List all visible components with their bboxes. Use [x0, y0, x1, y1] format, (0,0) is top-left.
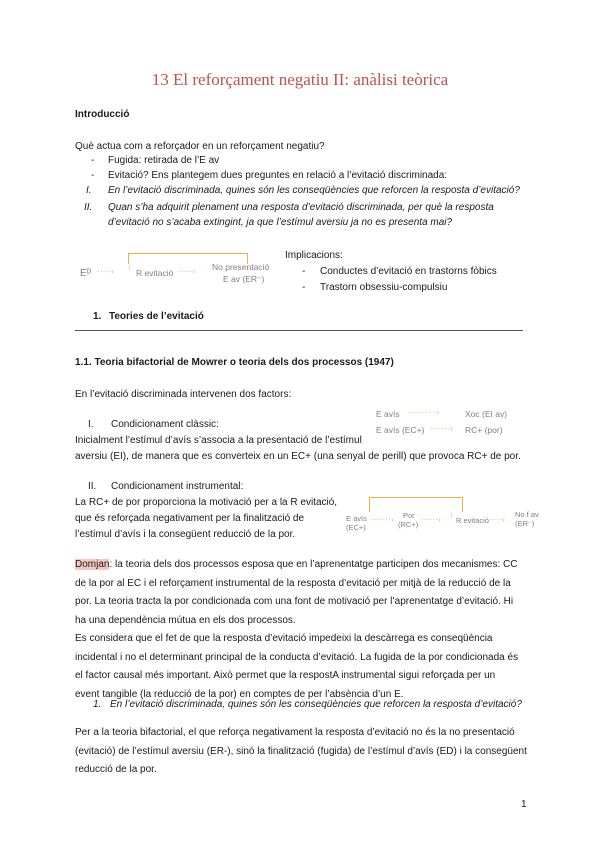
arrow-icon: ··········›	[408, 407, 440, 417]
factor-text: l’estímul d’avís i la consegüent reducció de la por.	[75, 529, 296, 540]
question-one: En l’evitació discriminada, quines són les conseqüències que reforcen la resposta d’evitació?	[108, 185, 520, 196]
factor-text: Inicialment l’estímul d’avís s’associa a la presentació de l’estímul	[75, 435, 362, 446]
factor-text: aversiu (EI), de manera que es converteix en un EC+ (una senyal de perill) que provoca RC+ de por.	[75, 451, 521, 462]
question-two-line: d’evitació no s’acaba extingint, ja que l’estímul aversiu ja no es presenta mai?	[108, 217, 453, 228]
diagram-r-evitacio: R evitació	[456, 516, 489, 525]
diagram-rc: RC+ (por)	[465, 425, 503, 435]
question-repeat: En l’evitació discriminada, quines són les conseqüències que reforcen la resposta d’evitació?	[110, 699, 522, 710]
arrow-icon: ······›	[421, 514, 441, 524]
page-number: 1	[521, 799, 527, 810]
paragraph-line: el factor causal més important. Això permet que la respostA instrumental sigui reforçada per un	[75, 670, 496, 681]
paragraph-line: incidental i no el determinant principal de la conducta d’evitació. La fugida de la por condicionada és	[75, 651, 519, 663]
diagram-xoc: Xoc (EI av)	[465, 409, 508, 419]
paragraph-line: reducció de la por.	[75, 764, 157, 775]
arrow-icon: ·······›	[430, 423, 453, 433]
subsection-heading: 1.1. Teoria bifactorial de Mowrer o teoria dels dos processos (1947)	[75, 357, 394, 368]
up-arrow-icon: ↑	[449, 510, 454, 520]
divider	[75, 330, 523, 331]
subsection-intro: En l’evitació discriminada intervenen dos factors:	[75, 389, 292, 400]
bullet-dash: -	[302, 266, 306, 277]
factor-text: que és reforçada negativament per la finalització de	[75, 513, 305, 524]
factor-number: II.	[88, 481, 97, 492]
diagram-eavis: E avís	[376, 409, 400, 419]
diagram-no-fav-sub: (ER⁻)	[515, 519, 535, 528]
factor-number: I.	[88, 419, 94, 430]
paragraph-line: de la por al EC i el reforçament instrumental de la resposta d’evitació per mitjà de la reducció de la	[75, 577, 511, 589]
final-paragraph	[75, 724, 535, 780]
bullet-dash: -	[91, 170, 95, 181]
paragraph-line: por. La teoria tracta la por condicionada com una font de motivació per l’aprenentatge d’evitació. Hi	[75, 596, 514, 607]
paragraph-line: ha una dependència mútua en els dos processos.	[75, 614, 296, 626]
factor-text: La RC+ de por proporciona la motivació per a la R evitació,	[75, 497, 338, 508]
bullet-evitacio: Evitació? Ens plantegem dues preguntes en relació a l’evitació discriminada:	[108, 170, 448, 181]
section-number: 1.	[93, 311, 102, 322]
diagram-eav: E av (ER⁻)	[223, 274, 265, 284]
diagram-eavis: E avís	[346, 514, 367, 523]
diagram-r-evitacio: R evitació	[136, 268, 174, 278]
diagram-eavis-ec: E avís (EC+)	[376, 425, 425, 435]
page-title: 13 El reforçament negatiu II: anàlisi teòrica	[151, 70, 449, 89]
section-heading: Teories de l’evitació	[109, 311, 204, 322]
diagram-no-fav: No f av	[515, 510, 539, 519]
paragraph-line: : la teoria dels dos processos esposa que en l’aprenentatge participen dos mecanismes: CC	[109, 559, 518, 570]
diagram-ed: Eᴰ	[80, 268, 92, 279]
diagram-por: Por	[403, 511, 415, 520]
paragraph-line: event tangible (la reducció de la por) en comptes de per l’absència d’un E.	[75, 688, 404, 700]
paragraph-line: Per a la teoria bifactorial, el que reforça negativament la resposta d’evitació no és la no presentació	[75, 727, 515, 738]
factor-label: Condicionament instrumental:	[111, 481, 244, 492]
arrow-icon: ·····›	[488, 514, 505, 524]
paragraph-line: (evitació) de l’estímul aversiu (ER-), sinó la finalització (fugida) de l’estímul d’avís (ED) i la consegüent	[75, 745, 527, 757]
arrow-icon: ·······›	[371, 514, 394, 524]
domjan-paragraph	[75, 556, 535, 704]
up-arrow-icon: ↑	[127, 262, 132, 272]
bullet-fugida: Fugida: retirada de l’E av	[108, 155, 220, 166]
implication-item: Trastorn obsessiu-compulsiu	[320, 282, 448, 293]
factor-label: Condicionament clàssic:	[111, 419, 219, 430]
implications-heading: Implicacions:	[285, 250, 343, 261]
bullet-dash: -	[302, 282, 306, 293]
question-number: II.	[84, 202, 93, 213]
question-two-line: Quan s’ha adquirit plenament una resposta d’evitació discriminada, per què la resposta	[108, 202, 494, 213]
domjan-name: Domjan	[75, 559, 110, 570]
diagram-eavis-sub: (EC+)	[346, 523, 366, 532]
diagram-no-presentacio: No presentació	[212, 262, 270, 272]
question-number: 1.	[93, 699, 102, 710]
intro-question: Què actua com a reforçador en un reforçament negatiu?	[75, 141, 325, 152]
bullet-dash: -	[91, 155, 95, 166]
arrow-icon: ·····›	[178, 266, 195, 276]
diagram-por-sub: (RC+)	[398, 520, 419, 529]
arrow-icon: ·····›	[97, 266, 114, 276]
paragraph-line: Es considera que el fet de que la resposta d’evitació impedeixi la descàrrega es conseqüència	[75, 633, 493, 644]
question-number: I.	[86, 185, 92, 196]
intro-heading: Introducció	[75, 109, 130, 120]
implication-item: Conductes d’evitació en trastorns fòbics	[320, 266, 497, 277]
